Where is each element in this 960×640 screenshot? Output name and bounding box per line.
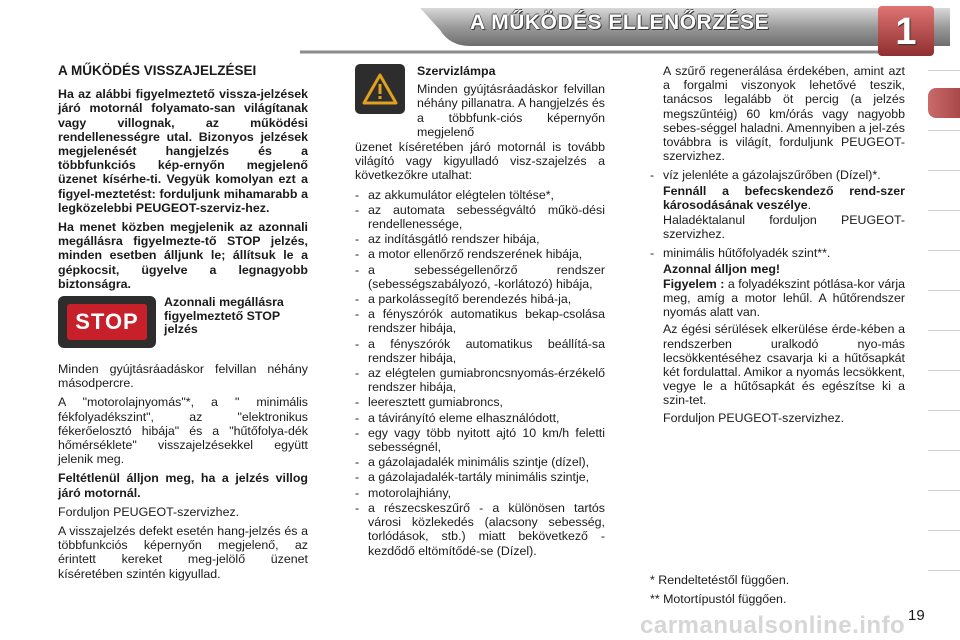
intro-paragraph: Ha az alábbi figyelmeztető vissza-jelzések járó motornál folyamato-san világítanak vagy villognak, az működési rendellenességre utal. Bizonyos jelzések megjelenését hangjelzés és a többfunkciós kép-ernyőn megjelenő üzenet kísérhe-ti. Vegyük komolyan ezt a figyel-meztetést: forduljunk mihamarabb a legközelebbi PEUGEOT-szerviz-hez. — [58, 87, 308, 215]
service-lamp-list-item — [355, 501, 605, 558]
list-dash: - — [355, 247, 360, 262]
list-dash: - — [355, 485, 360, 500]
section-title: A MŰKÖDÉS VISSZAJELZÉSEI — [58, 63, 257, 78]
list-dash: - — [650, 246, 655, 261]
stop-paragraph-5: A visszajelzés defekt esetén hang-jelzés és a többfunkciós képernyőn megjelenő, az érintett kereket meg-jelölő üzenet kíséretében szintén kigyullad. — [58, 524, 308, 581]
chapter-tab[interactable] — [928, 170, 960, 200]
list-dash: - — [650, 168, 655, 183]
chapter-tab[interactable] — [928, 490, 960, 520]
attention-label: Figyelem : — [663, 276, 725, 291]
column-right — [650, 64, 905, 430]
service-lamp-list — [355, 188, 605, 558]
regeneration-paragraph: A szűrő regenerálása érdekében, amint azt a forgalmi viszonyok lehetővé teszik, tanácsos legalább öt percig (a jelzés megszűntéig) 60 km/órás vagy nagyobb sebes-séggel haladni. Amennyiben a jel-zés továbbra is világít, forduljunk PEUGEOT-szervizhez. — [663, 64, 905, 164]
service-lamp-header — [355, 64, 605, 144]
service-lamp-list-item — [355, 263, 605, 291]
list-dash: - — [355, 187, 360, 202]
water-item-text: víz jelenléte a gázolajszűrőben (Dízel)*. — [663, 168, 881, 183]
attention-paragraph — [650, 277, 905, 320]
stop-paragraph-4: Forduljon PEUGEOT-szervizhez. — [58, 504, 240, 519]
service-lamp-list-item — [355, 337, 605, 365]
chapter-badge — [880, 8, 932, 56]
column-middle — [355, 64, 605, 559]
service-lamp-list-item — [355, 426, 605, 454]
list-dash: - — [355, 455, 360, 470]
list-item-text: egy vagy több nyitott ajtó 10 km/h feletti sebességnél, — [368, 425, 605, 455]
list-dash: - — [355, 336, 360, 351]
chapter-tab[interactable] — [928, 130, 960, 160]
page-title: A MŰKÖDÉS ELLENŐRZÉSE — [470, 11, 770, 34]
stop-paragraph-1: Minden gyújtásráadáskor felvillan néhány másodpercre. — [58, 362, 308, 391]
list-item-text: az elégtelen gumiabroncsnyomás-érzékelő rendszer hibája, — [368, 366, 605, 395]
list-item-text: a fényszórók automatikus bekap-csolása rendszer hibája, — [368, 307, 605, 336]
attention-text: a folyadékszint pótlása-kor várja meg, amíg a motor lehűl. A hűtőrendszer nyomás alatt van. — [663, 276, 905, 320]
chapter-tab[interactable] — [928, 210, 960, 240]
list-item-text: leeresztett gumiabroncs, — [368, 395, 503, 410]
service-lamp-list-item — [355, 247, 605, 261]
water-warning-bold: Fennáll a befecskendező rend-szer károsodásának veszélye — [663, 183, 905, 212]
warning-triangle-icon — [355, 64, 405, 114]
stop-indicator-title: Azonnali megállásra figyelmeztető STOP jelzés — [164, 295, 284, 337]
burn-paragraph: Az égési sérülések elkerülése érde-kében a rendszerben uralkodó nyo-más lecsökkentéséhez csavarja ki a hűtősapkát két fordulattal. Amikor a nyomás lecsökkent, vegye le a hűtősapkát és egészítse ki a szin-tet. — [663, 322, 905, 408]
list-dash: - — [355, 395, 360, 410]
page-number: 19 — [908, 607, 925, 624]
list-item-text: az automata sebességváltó műkö-dési rendellenessége, — [368, 202, 605, 232]
stop-icon-label: STOP — [67, 304, 147, 340]
chapter-number: 1 — [895, 11, 917, 53]
chapter-tab[interactable] — [928, 450, 960, 480]
list-item-text: a gázolajadalék minimális szintje (dízel), — [368, 455, 590, 470]
watermark: carmanualsonline.info — [640, 612, 906, 639]
service-lamp-list-item — [355, 455, 605, 469]
coolant-item-text: minimális hűtőfolyadék szint**. — [663, 246, 831, 261]
service-lamp-list-item — [355, 395, 605, 409]
stop-indicator-row — [58, 296, 308, 348]
list-item-text: motorolajhiány, — [368, 485, 452, 500]
service-lamp-list-item — [355, 307, 605, 335]
service-lamp-list-item — [355, 366, 605, 394]
list-dash: - — [355, 410, 360, 425]
page-header — [0, 0, 960, 62]
service-lamp-title: Szervizlámpa — [417, 64, 496, 78]
service-lamp-list-item — [355, 232, 605, 246]
list-item-coolant — [650, 246, 905, 260]
chapter-tab[interactable] — [928, 530, 960, 560]
stop-warning-paragraph: Ha menet közben megjelenik az azonnali megállásra figyelmezte-tő STOP jelzés, minden esetben álljunk le; állítsuk le a gépkocsit, ügyelve a legnagyobb biztonságra. — [58, 220, 308, 291]
list-dash: - — [355, 202, 360, 217]
footnote-2: ** Motortípustól függően. — [650, 592, 787, 606]
list-item-text: a részecskeszűrő - a különösen tartós városi közlekedés (alacsony sebesség, torlódások, stb.) miatt bekövetkező - kezdődő eltömítődé-se (Dízel). — [368, 500, 605, 558]
water-service-text: Haladéktalanul forduljon PEUGEOT-szervizhez. — [663, 213, 905, 242]
list-dash: - — [355, 470, 360, 485]
footnote-1: * Rendeltetéstől függően. — [650, 573, 790, 587]
chapter-tab[interactable] — [928, 330, 960, 360]
service-lamp-list-item — [355, 470, 605, 484]
water-warning — [650, 184, 905, 212]
list-item-text: az akkumulátor elégtelen töltése*, — [368, 187, 554, 202]
stop-paragraph-3: Feltétlenül álljon meg, ha a jelzés villog járó motornál. — [58, 471, 308, 500]
stop-now-text: Azonnal álljon meg! — [663, 261, 781, 276]
list-dash: - — [355, 500, 360, 515]
chapter-tab[interactable] — [928, 250, 960, 280]
list-dash: - — [355, 307, 360, 322]
chapter-tabs — [928, 70, 960, 630]
list-item-text: a fényszórók automatikus beállítá-sa rendszer hibája, — [368, 336, 605, 365]
stop-paragraph-2: A "motorolajnyomás"*, a " minimális fékfolyadékszint", az "elektronikus fékerőelosztó hibája" és a "hűtőfolya-dék hőmérséklete" visszajelzésekkel együtt jelenik meg. — [58, 395, 308, 467]
service-lamp-intro: Minden gyújtásráadáskor felvillan néhány pillanatra. A hangjelzés és a többfunk-ciós képernyőn megjelenő — [417, 82, 605, 139]
service-lamp-list-item — [355, 188, 605, 202]
list-dash: - — [355, 262, 360, 277]
chapter-tab[interactable] — [928, 410, 960, 440]
list-item-text: a távirányító eleme elhasználódott, — [368, 410, 560, 425]
service-lamp-list-item — [355, 486, 605, 500]
list-item-text: a gázolajadalék-tartály minimális szintje, — [368, 470, 590, 485]
column-left — [58, 64, 308, 586]
chapter-tab[interactable] — [928, 370, 960, 400]
stop-warning-icon — [58, 296, 156, 348]
service-lamp-intro-cont: üzenet kíséretében járó motornál is tovább világító vagy kigyulladó visz-szajelzés a következőkre utalhat: — [355, 140, 605, 183]
service-lamp-list-item — [355, 292, 605, 306]
service-lamp-text — [417, 64, 605, 144]
list-item-text: a sebességellenőrző rendszer (sebességszabályozó, -korlátozó) hibája, — [368, 262, 605, 291]
service-lamp-list-item — [355, 411, 605, 425]
chapter-tab[interactable] — [928, 290, 960, 320]
list-item-text: az indításgátló rendszer hibája, — [368, 232, 540, 247]
chapter-tab[interactable] — [928, 570, 960, 600]
list-item-text: a parkolássegítő berendezés hibá-ja, — [368, 292, 572, 307]
list-dash: - — [355, 366, 360, 381]
list-item-water — [650, 168, 905, 182]
list-dash: - — [355, 292, 360, 307]
chapter-tab-active[interactable] — [928, 88, 960, 118]
water-warning-end: . — [807, 197, 812, 212]
service-lamp-list-item — [355, 203, 605, 231]
list-item-text: a motor ellenőrző rendszerének hibája, — [368, 247, 583, 262]
list-dash: - — [355, 425, 360, 440]
list-dash: - — [355, 232, 360, 247]
coolant-service-text: Forduljon PEUGEOT-szervizhez. — [663, 410, 845, 425]
